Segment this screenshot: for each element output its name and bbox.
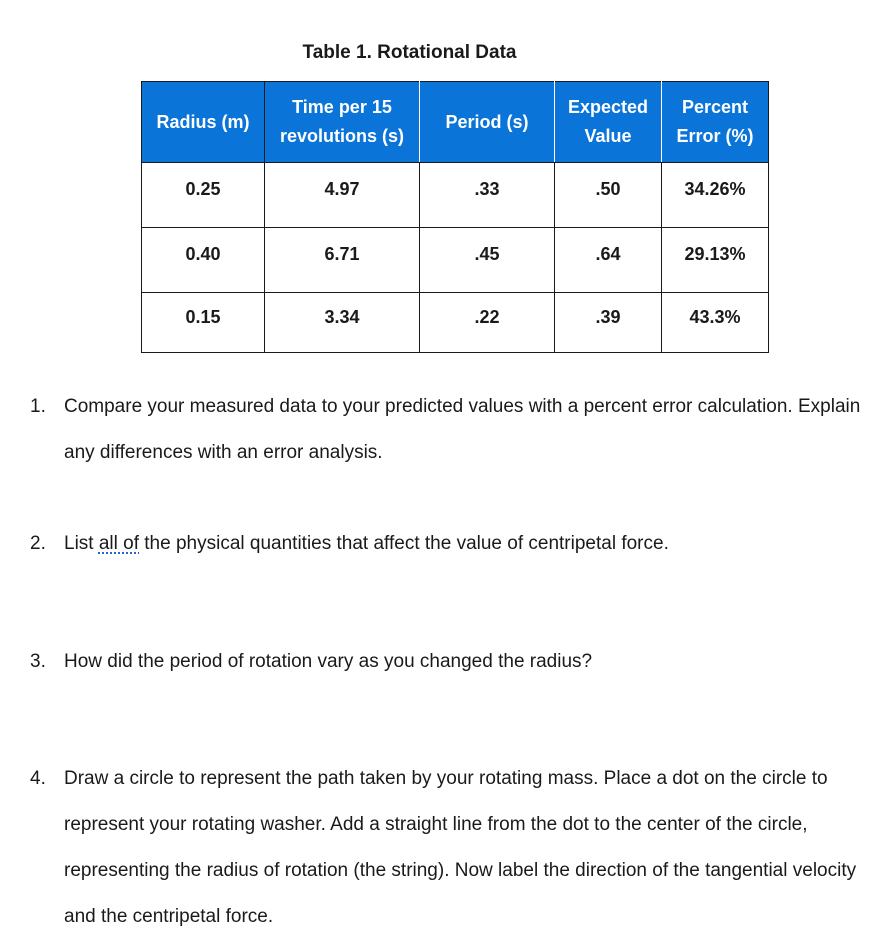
rotational-data-table — [141, 81, 769, 353]
cell-radius: 0.15 — [142, 293, 265, 353]
question-3 — [30, 639, 870, 685]
spellcheck-underline: all of — [98, 533, 139, 554]
question-4 — [30, 756, 870, 940]
header-expected: Expected Value — [555, 82, 662, 163]
header-radius: Radius (m) — [142, 82, 265, 163]
cell-percent-error: 43.3% — [662, 293, 769, 353]
question-1 — [30, 384, 870, 476]
cell-percent-error: 34.26% — [662, 163, 769, 228]
cell-time: 4.97 — [265, 163, 420, 228]
cell-period: .22 — [420, 293, 555, 353]
header-period: Period (s) — [420, 82, 555, 163]
cell-radius: 0.40 — [142, 228, 265, 293]
question-number: 2. — [30, 533, 46, 554]
cell-period: .45 — [420, 228, 555, 293]
question-number: 3. — [30, 651, 46, 672]
cell-radius: 0.25 — [142, 163, 265, 228]
table-row — [142, 293, 769, 353]
question-number: 4. — [30, 768, 46, 789]
cell-period: .33 — [420, 163, 555, 228]
question-number: 1. — [30, 396, 46, 417]
cell-time: 3.34 — [265, 293, 420, 353]
question-text: How did the period of rotation vary as you changed the radius? — [64, 651, 593, 672]
question-text: List all of the physical quantities that affect the value of centripetal force. — [64, 533, 669, 554]
cell-percent-error: 29.13% — [662, 228, 769, 293]
header-time: Time per 15 revolutions (s) — [265, 82, 420, 163]
cell-expected: .50 — [555, 163, 662, 228]
header-percent-error: Percent Error (%) — [662, 82, 769, 163]
cell-expected: .39 — [555, 293, 662, 353]
table-header-row — [142, 82, 769, 163]
table-row — [142, 228, 769, 293]
cell-expected: .64 — [555, 228, 662, 293]
cell-time: 6.71 — [265, 228, 420, 293]
table-row — [142, 163, 769, 228]
question-text: Draw a circle to represent the path taken by your rotating mass. Place a dot on the circle to represent your rotating washer. Add a straight line from the dot to the center of the circle, representing the radius of rotation (the string). Now label the direction of the tangential velocity and the centripetal force. — [64, 768, 857, 927]
table-caption: Table 1. Rotational Data — [302, 42, 517, 63]
question-text: Compare your measured data to your predicted values with a percent error calculation. Explain any differences with an error analysis. — [64, 396, 861, 463]
question-2 — [30, 521, 870, 567]
